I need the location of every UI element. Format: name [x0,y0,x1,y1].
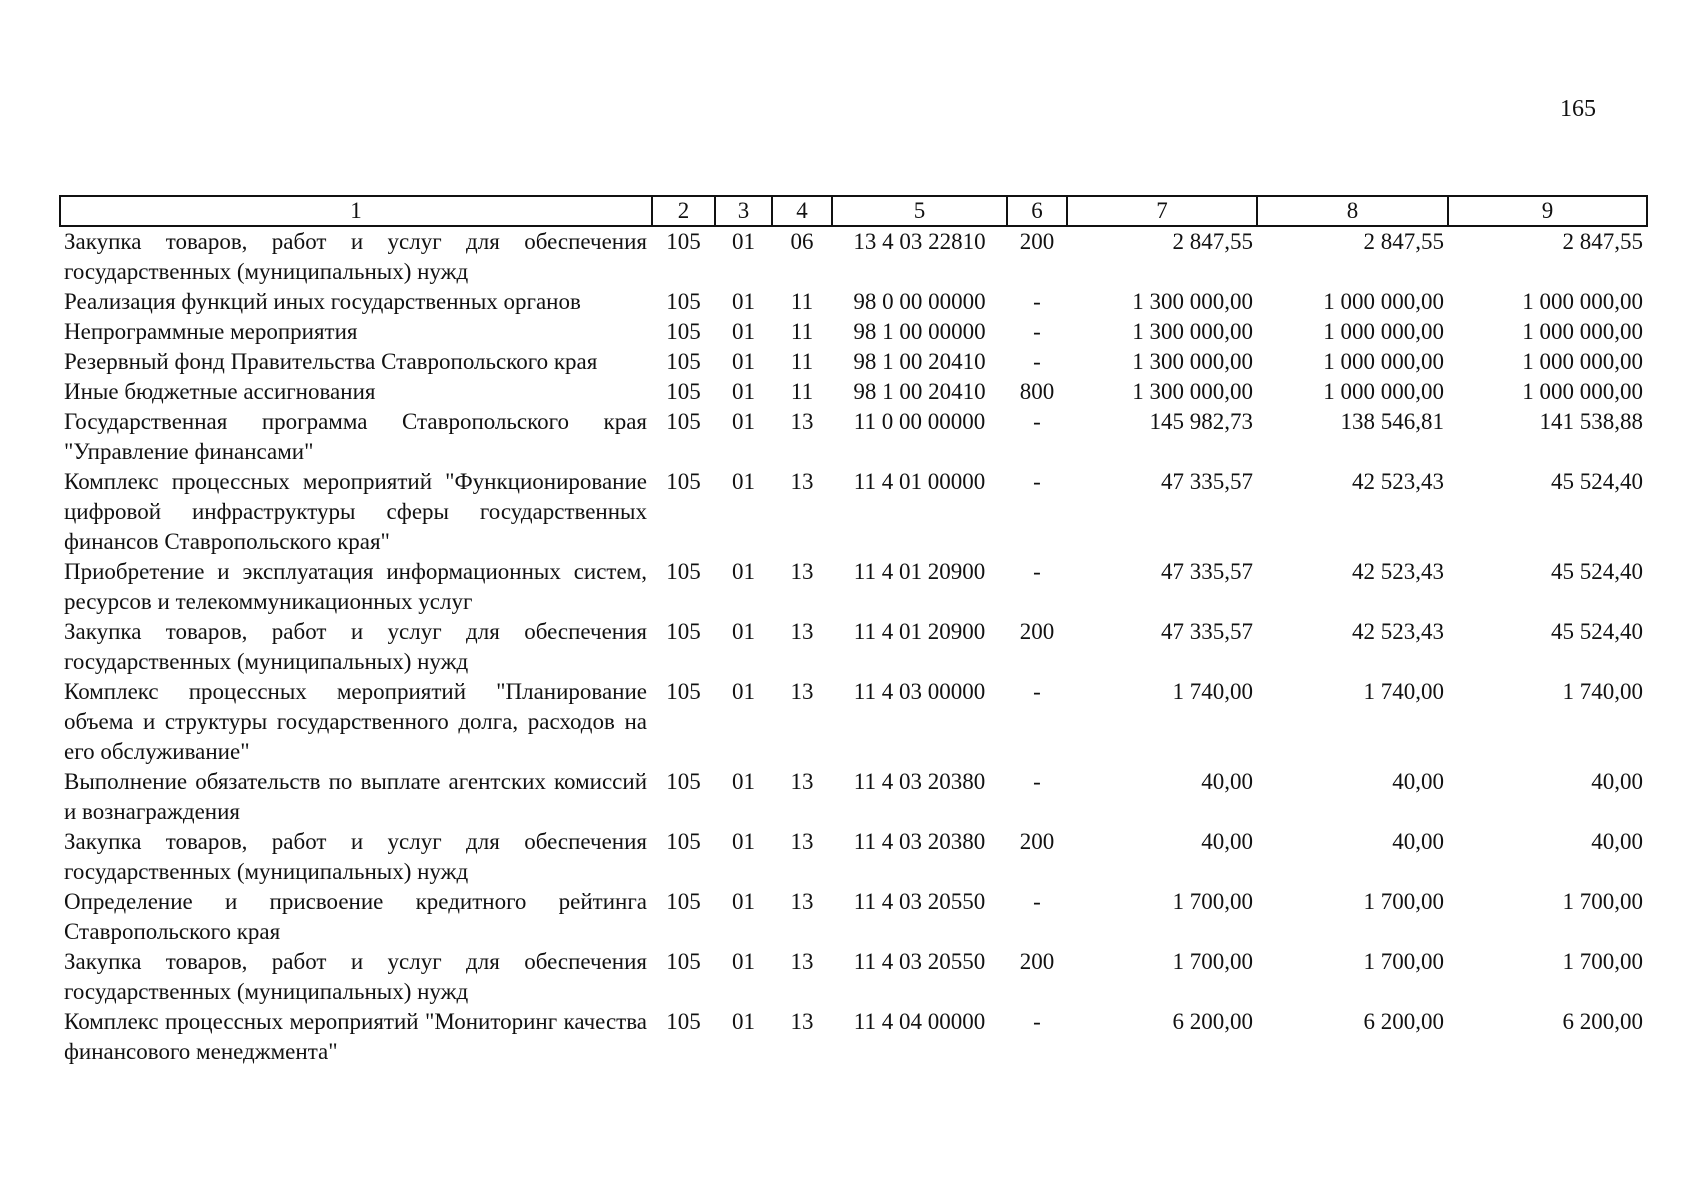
cell-amount-year-2: 2 847,55 [1363,229,1444,254]
cell-amount-year-1: 1 300 000,00 [1132,349,1253,374]
cell-amount-year-1: 1 700,00 [1172,949,1253,974]
cell-description: Комплекс процессных мероприятий "Мониторинг качества финансового менеджмента" [64,1009,647,1064]
cell-code-subsection: 06 [790,229,814,254]
cell-description: Закупка товаров, работ и услуг для обеспечения государственных (муниципальных) нужд [64,949,647,1004]
cell-code-ministry: 105 [666,379,701,404]
cell-amount-year-2: 42 523,43 [1352,619,1444,644]
column-header-2: 2 [652,196,715,226]
cell-code-section: 01 [732,559,755,584]
cell-code-expense-type: 200 [1019,949,1055,974]
cell-code-subsection: 11 [790,349,814,374]
cell-code-ministry: 105 [666,289,701,314]
cell-code-ministry: 105 [666,409,701,434]
cell-code-subsection: 13 [790,469,814,494]
cell-code-section: 01 [732,679,755,704]
cell-code-section: 01 [732,1009,755,1034]
cell-amount-year-2: 1 700,00 [1363,889,1444,914]
cell-code-expense-type: 200 [1019,229,1055,254]
cell-code-subsection: 13 [790,949,814,974]
cell-description: Резервный фонд Правительства Ставропольского края [64,349,598,374]
cell-description: Непрограммные мероприятия [64,319,358,344]
cell-description: Комплекс процессных мероприятий "Функционирование цифровой инфраструктуры сферы государственных финансов Ставропольского края" [64,469,647,554]
cell-amount-year-3: 40,00 [1591,769,1643,794]
cell-amount-year-3: 1 000 000,00 [1522,319,1643,344]
cell-code-expense-type: - [1033,469,1041,494]
header-row [60,196,1647,226]
budget-table [59,195,1648,1067]
cell-code-subsection: 13 [790,829,814,854]
cell-code-section: 01 [732,949,755,974]
cell-amount-year-2: 1 000 000,00 [1323,289,1444,314]
cell-amount-year-3: 40,00 [1591,829,1643,854]
cell-description: Закупка товаров, работ и услуг для обеспечения государственных (муниципальных) нужд [64,229,647,284]
cell-amount-year-1: 1 740,00 [1172,679,1253,704]
cell-description: Комплекс процессных мероприятий "Планирование объема и структуры государственного долга, расходов на его обслуживание" [64,679,647,764]
cell-code-section: 01 [732,349,755,374]
cell-code-target-article: 11 4 03 20380 [853,769,986,794]
cell-code-expense-type: 200 [1019,619,1055,644]
cell-code-ministry: 105 [666,229,701,254]
cell-amount-year-3: 45 524,40 [1551,559,1643,584]
table-row [60,467,1647,557]
column-header-7: 7 [1067,196,1257,226]
cell-code-subsection: 11 [790,319,814,344]
cell-code-subsection: 13 [790,679,814,704]
cell-code-expense-type: 200 [1019,829,1055,854]
cell-amount-year-3: 1 700,00 [1562,889,1643,914]
cell-code-target-article: 98 0 00 00000 [853,289,986,314]
cell-code-expense-type: - [1033,1009,1041,1034]
cell-description: Выполнение обязательств по выплате агентских комиссий и вознаграждения [64,769,647,824]
cell-description: Реализация функций иных государственных органов [64,289,581,314]
cell-amount-year-3: 45 524,40 [1551,469,1643,494]
cell-code-section: 01 [732,409,755,434]
cell-amount-year-2: 6 200,00 [1363,1009,1444,1034]
cell-amount-year-1: 1 700,00 [1172,889,1253,914]
cell-code-target-article: 11 4 01 20900 [853,559,986,584]
cell-code-expense-type: - [1033,349,1041,374]
cell-amount-year-1: 47 335,57 [1161,469,1253,494]
column-header-1: 1 [60,196,652,226]
table-body [60,226,1647,1067]
table-row [60,1007,1647,1067]
table-row [60,287,1647,317]
cell-code-section: 01 [732,379,755,404]
cell-code-subsection: 11 [790,379,814,404]
column-header-3: 3 [715,196,772,226]
table-row [60,617,1647,677]
cell-code-subsection: 13 [790,619,814,644]
table-row [60,947,1647,1007]
cell-code-ministry: 105 [666,949,701,974]
cell-code-target-article: 13 4 03 22810 [853,229,986,254]
cell-code-expense-type: - [1033,889,1041,914]
cell-code-target-article: 98 1 00 20410 [853,379,986,404]
cell-code-expense-type: - [1033,409,1041,434]
cell-amount-year-2: 138 546,81 [1340,409,1444,434]
cell-amount-year-2: 42 523,43 [1352,559,1444,584]
table-row [60,827,1647,887]
table-row [60,407,1647,467]
cell-code-target-article: 11 4 03 20550 [853,949,986,974]
table-row [60,767,1647,827]
cell-code-subsection: 11 [790,289,814,314]
cell-code-target-article: 11 4 01 00000 [853,469,986,494]
cell-code-expense-type: - [1033,559,1041,584]
cell-amount-year-1: 6 200,00 [1172,1009,1253,1034]
cell-description: Определение и присвоение кредитного рейтинга Ставропольского края [64,889,647,944]
cell-amount-year-3: 1 000 000,00 [1522,349,1643,374]
cell-amount-year-3: 1 000 000,00 [1522,379,1643,404]
cell-code-ministry: 105 [666,559,701,584]
cell-amount-year-2: 42 523,43 [1352,469,1444,494]
cell-code-ministry: 105 [666,769,701,794]
cell-code-expense-type: - [1033,319,1041,344]
cell-amount-year-3: 2 847,55 [1562,229,1643,254]
cell-code-subsection: 13 [790,889,814,914]
cell-amount-year-3: 45 524,40 [1551,619,1643,644]
cell-code-ministry: 105 [666,349,701,374]
cell-code-expense-type: 800 [1019,379,1055,404]
column-header-9: 9 [1448,196,1647,226]
cell-code-subsection: 13 [790,1009,814,1034]
cell-code-ministry: 105 [666,1009,701,1034]
cell-amount-year-1: 40,00 [1201,769,1253,794]
cell-code-section: 01 [732,829,755,854]
cell-amount-year-1: 40,00 [1201,829,1253,854]
table-header [60,196,1647,226]
cell-code-target-article: 98 1 00 20410 [853,349,986,374]
cell-code-subsection: 13 [790,409,814,434]
cell-code-target-article: 11 4 03 20550 [853,889,986,914]
cell-amount-year-2: 1 740,00 [1363,679,1444,704]
cell-amount-year-1: 1 300 000,00 [1132,289,1253,314]
cell-description: Государственная программа Ставропольского края "Управление финансами" [64,409,647,464]
table-row [60,677,1647,767]
cell-amount-year-2: 1 700,00 [1363,949,1444,974]
cell-amount-year-1: 1 300 000,00 [1132,319,1253,344]
table-row [60,557,1647,617]
cell-amount-year-3: 1 700,00 [1562,949,1643,974]
cell-description: Закупка товаров, работ и услуг для обеспечения государственных (муниципальных) нужд [64,619,647,674]
cell-code-ministry: 105 [666,619,701,644]
cell-code-section: 01 [732,229,755,254]
cell-code-target-article: 11 0 00 00000 [853,409,986,434]
table-row [60,347,1647,377]
page-number: 165 [1560,96,1596,122]
column-header-4: 4 [772,196,832,226]
cell-code-expense-type: - [1033,769,1041,794]
table-row [60,317,1647,347]
cell-amount-year-2: 1 000 000,00 [1323,319,1444,344]
cell-code-ministry: 105 [666,319,701,344]
cell-code-subsection: 13 [790,769,814,794]
cell-code-subsection: 13 [790,559,814,584]
cell-amount-year-1: 47 335,57 [1161,619,1253,644]
cell-code-target-article: 11 4 04 00000 [853,1009,986,1034]
cell-code-target-article: 98 1 00 00000 [853,319,986,344]
cell-amount-year-2: 40,00 [1392,829,1444,854]
cell-code-section: 01 [732,289,755,314]
cell-description: Приобретение и эксплуатация информационных систем, ресурсов и телекоммуникационных услуг [64,559,647,614]
table-row [60,226,1647,287]
cell-description: Закупка товаров, работ и услуг для обеспечения государственных (муниципальных) нужд [64,829,647,884]
table-row [60,377,1647,407]
cell-amount-year-2: 1 000 000,00 [1323,379,1444,404]
cell-amount-year-3: 1 000 000,00 [1522,289,1643,314]
column-header-5: 5 [832,196,1007,226]
cell-amount-year-3: 141 538,88 [1539,409,1643,434]
cell-code-section: 01 [732,619,755,644]
cell-code-ministry: 105 [666,679,701,704]
cell-amount-year-3: 1 740,00 [1562,679,1643,704]
cell-code-section: 01 [732,469,755,494]
cell-code-section: 01 [732,769,755,794]
column-header-8: 8 [1257,196,1448,226]
cell-code-target-article: 11 4 03 20380 [853,829,986,854]
cell-code-section: 01 [732,889,755,914]
cell-amount-year-1: 1 300 000,00 [1132,379,1253,404]
cell-code-expense-type: - [1033,679,1041,704]
cell-code-ministry: 105 [666,469,701,494]
cell-code-target-article: 11 4 01 20900 [853,619,986,644]
cell-amount-year-2: 1 000 000,00 [1323,349,1444,374]
cell-amount-year-2: 40,00 [1392,769,1444,794]
cell-code-ministry: 105 [666,889,701,914]
cell-amount-year-3: 6 200,00 [1562,1009,1643,1034]
cell-description: Иные бюджетные ассигнования [64,379,376,404]
table-row [60,887,1647,947]
column-header-6: 6 [1007,196,1067,226]
cell-code-target-article: 11 4 03 00000 [853,679,986,704]
cell-amount-year-1: 47 335,57 [1161,559,1253,584]
cell-amount-year-1: 2 847,55 [1172,229,1253,254]
cell-code-section: 01 [732,319,755,344]
cell-code-expense-type: - [1033,289,1041,314]
cell-code-ministry: 105 [666,829,701,854]
cell-amount-year-1: 145 982,73 [1149,409,1253,434]
